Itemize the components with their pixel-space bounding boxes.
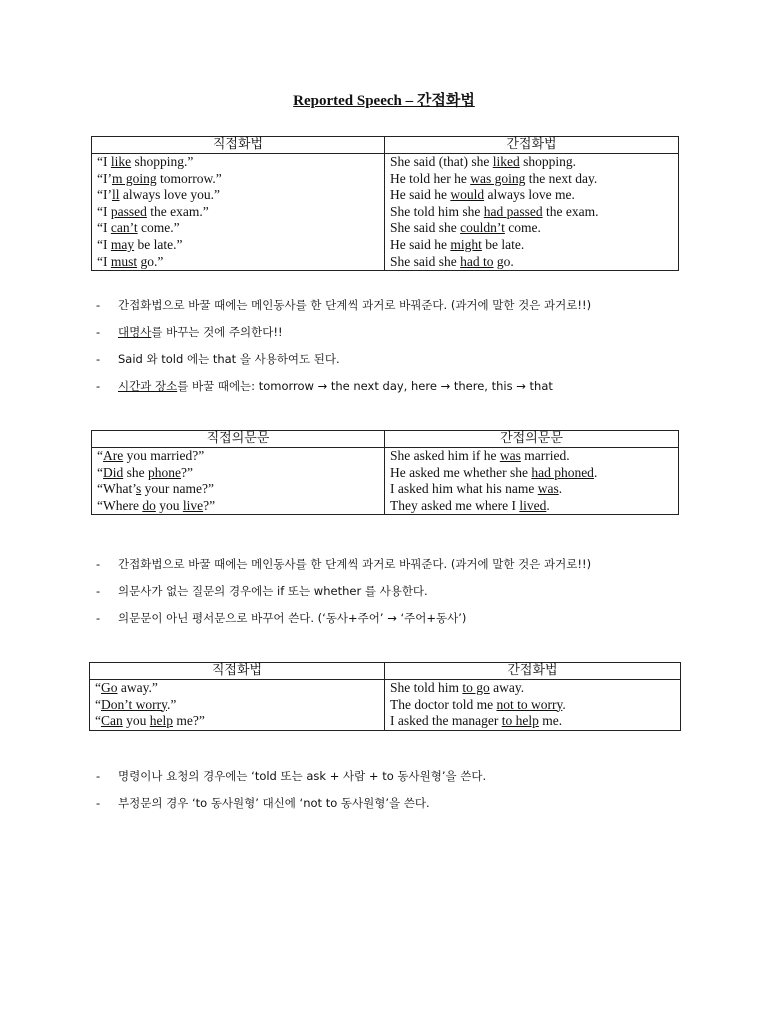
- text-segment: .”: [167, 696, 177, 712]
- text-segment: He said he: [390, 187, 451, 203]
- text-segment: 를 바꿀 때에는: tomorrow → the next day, here → there, this → that: [177, 379, 553, 393]
- underlined-word: live: [182, 497, 204, 513]
- bullet-dash: -: [96, 584, 101, 598]
- text-segment: 부정문의 경우 ‘to 동사원형’ 대신에 ‘not to 동사원형’을 쓴다.: [118, 796, 430, 810]
- underlined-word: had to: [460, 253, 494, 269]
- text-segment: be late.”: [134, 236, 183, 252]
- underlined-word: may: [110, 236, 135, 252]
- underlined-word: ll: [111, 187, 120, 203]
- underlined-word: passed: [110, 203, 147, 219]
- notes-list-2: [96, 556, 591, 637]
- indirect-speech-cell: [385, 171, 679, 188]
- underlined-word: 시간과 장소: [118, 379, 178, 393]
- underlined-word: Don’t worry: [101, 696, 167, 712]
- text-segment: always love you.”: [119, 187, 220, 203]
- indirect-speech-cell: [385, 254, 679, 271]
- reported-speech-table: [91, 136, 679, 271]
- table-header-row: [92, 137, 679, 154]
- text-segment: “: [97, 448, 103, 463]
- text-segment: “: [97, 464, 103, 480]
- bullet-dash: -: [96, 325, 101, 339]
- text-segment: He told her he: [390, 170, 471, 186]
- underlined-word: Can: [101, 713, 123, 729]
- text-segment: “: [95, 696, 101, 712]
- text-segment: ?”: [181, 464, 193, 480]
- underlined-word: couldn’t: [460, 220, 505, 236]
- text-segment: away.: [489, 680, 525, 695]
- indirect-speech-cell: [385, 448, 679, 465]
- text-segment: “I’: [97, 187, 112, 203]
- text-segment: “What’: [97, 481, 136, 497]
- note-item: [96, 795, 486, 822]
- underlined-word: 대명사: [118, 325, 152, 339]
- text-segment: “: [95, 713, 101, 729]
- table-row: [92, 171, 679, 188]
- bullet-dash: -: [96, 352, 101, 366]
- direct-speech-cell: [92, 171, 385, 188]
- indirect-header: 간접의문문: [385, 431, 679, 448]
- direct-header: 직접화법: [92, 137, 385, 154]
- table-row: [90, 713, 681, 730]
- indirect-header: 간접화법: [385, 663, 681, 680]
- indirect-speech-cell: [385, 187, 679, 204]
- text-segment: 간접화법으로 바꿀 때에는 메인동사를 한 단계씩 과거로 바꿔준다. (과거에 말한 것은 과거로!!): [118, 298, 592, 312]
- table-row: [90, 680, 681, 697]
- text-segment: .: [546, 497, 550, 513]
- text-segment: She said she: [390, 253, 461, 269]
- text-segment: away.”: [117, 680, 158, 695]
- table-row: [92, 465, 679, 482]
- underlined-word: was: [499, 448, 521, 463]
- underlined-word: must: [110, 253, 138, 269]
- note-item: [96, 610, 591, 637]
- underlined-word: m going: [111, 170, 157, 186]
- direct-header: 직접의문문: [92, 431, 385, 448]
- underlined-word: help: [149, 713, 173, 729]
- notes-list-1: [96, 297, 591, 405]
- direct-speech-cell: [92, 498, 385, 515]
- text-segment: “I: [97, 253, 111, 269]
- text-segment: She told him: [390, 680, 463, 695]
- text-segment: your name?”: [141, 481, 214, 497]
- indirect-header: 간접화법: [385, 137, 679, 154]
- table-row: [92, 254, 679, 271]
- indirect-speech-cell: [385, 154, 679, 171]
- underlined-word: phone: [148, 464, 181, 480]
- text-segment: “: [95, 680, 101, 695]
- underlined-word: liked: [492, 154, 520, 169]
- text-segment: shopping.: [519, 154, 576, 169]
- direct-header: 직접화법: [90, 663, 385, 680]
- reported-commands-table: [89, 662, 681, 731]
- underlined-word: was: [537, 481, 559, 497]
- indirect-speech-cell: [385, 680, 681, 697]
- text-segment: “I: [97, 236, 111, 252]
- table-row: [92, 448, 679, 465]
- underlined-word: might: [450, 236, 482, 252]
- note-item: [96, 378, 591, 405]
- page-title: Reported Speech – 간접화법: [293, 93, 475, 109]
- direct-speech-cell: [92, 481, 385, 498]
- text-segment: me?”: [173, 713, 205, 729]
- text-segment: come.: [504, 220, 541, 236]
- indirect-speech-cell: [385, 237, 679, 254]
- text-segment: “Where: [97, 497, 143, 513]
- text-segment: you married?”: [123, 448, 205, 463]
- indirect-speech-cell: [385, 465, 679, 482]
- text-segment: come.”: [137, 220, 180, 236]
- text-segment: They asked me where I: [390, 497, 520, 513]
- indirect-speech-cell: [385, 498, 679, 515]
- direct-speech-cell: [92, 237, 385, 254]
- text-segment: 의문사가 없는 질문의 경우에는 if 또는 whether 를 사용한다.: [118, 584, 428, 598]
- text-segment: I asked him what his name: [390, 481, 538, 497]
- text-segment: 의문문이 아닌 평서문으로 바꾸어 쓴다. (‘동사+주어’ → ‘주어+동사’): [118, 611, 467, 625]
- text-segment: 를 바꾸는 것에 주의한다!!: [151, 325, 283, 339]
- text-segment: you: [122, 713, 150, 729]
- table-row: [92, 187, 679, 204]
- underlined-word: had passed: [483, 203, 543, 219]
- text-segment: always love me.: [484, 187, 575, 203]
- direct-speech-cell: [92, 204, 385, 221]
- reported-questions-table: [91, 430, 679, 515]
- underlined-word: Did: [103, 464, 124, 480]
- table-header-row: [90, 663, 681, 680]
- text-segment: she: [123, 464, 148, 480]
- underlined-word: to go: [462, 680, 490, 695]
- underlined-word: to help: [501, 713, 539, 729]
- note-item: [96, 556, 591, 583]
- underlined-word: Are: [103, 448, 124, 463]
- underlined-word: like: [110, 154, 132, 169]
- underlined-word: not to worry: [496, 696, 563, 712]
- text-segment: ?”: [203, 497, 216, 513]
- direct-speech-cell: [92, 220, 385, 237]
- text-segment: the exam.: [542, 203, 599, 219]
- direct-speech-cell: [90, 680, 385, 697]
- indirect-speech-cell: [385, 697, 681, 714]
- note-item: [96, 768, 486, 795]
- direct-speech-cell: [92, 187, 385, 204]
- notes-list-3: [96, 768, 486, 822]
- bullet-dash: -: [96, 611, 101, 625]
- bullet-dash: -: [96, 769, 101, 783]
- note-item: [96, 297, 591, 324]
- text-segment: He asked me whether she: [390, 464, 532, 480]
- text-segment: shopping.”: [131, 154, 194, 169]
- table-row: [92, 237, 679, 254]
- table-row: [90, 697, 681, 714]
- table-row: [92, 481, 679, 498]
- text-segment: be late.: [481, 236, 525, 252]
- text-segment: “I’: [97, 170, 112, 186]
- text-segment: 명령이나 요청의 경우에는 ‘told 또는 ask + 사람 + to 동사원형’을 쓴다.: [118, 769, 487, 783]
- table-row: [92, 498, 679, 515]
- text-segment: the exam.”: [146, 203, 209, 219]
- text-segment: go.”: [137, 253, 164, 269]
- text-segment: me.: [538, 713, 563, 729]
- text-segment: the next day.: [525, 170, 598, 186]
- text-segment: go.: [493, 253, 514, 269]
- table-row: [92, 204, 679, 221]
- text-segment: Said 와 told 에는 that 을 사용하여도 된다.: [118, 352, 340, 366]
- text-segment: The doctor told me: [390, 696, 497, 712]
- text-segment: you: [155, 497, 183, 513]
- text-segment: .: [593, 464, 598, 480]
- indirect-speech-cell: [385, 220, 679, 237]
- table-row: [92, 154, 679, 171]
- direct-speech-cell: [92, 465, 385, 482]
- text-segment: “I: [97, 154, 111, 169]
- note-item: [96, 324, 591, 351]
- underlined-word: was going: [470, 170, 526, 186]
- text-segment: “I: [97, 220, 111, 236]
- underlined-word: s: [135, 481, 142, 497]
- text-segment: She told him she: [390, 203, 484, 219]
- underlined-word: can’t: [110, 220, 138, 236]
- bullet-dash: -: [96, 298, 101, 312]
- text-segment: He said he: [390, 236, 451, 252]
- text-segment: 간접화법으로 바꿀 때에는 메인동사를 한 단계씩 과거로 바꿔준다. (과거에 말한 것은 과거로!!): [118, 557, 592, 571]
- underlined-word: had phoned: [531, 464, 594, 480]
- direct-speech-cell: [90, 713, 385, 730]
- text-segment: .: [558, 481, 563, 497]
- direct-speech-cell: [90, 697, 385, 714]
- table-row: [92, 220, 679, 237]
- direct-speech-cell: [92, 254, 385, 271]
- direct-speech-cell: [92, 154, 385, 171]
- underlined-word: lived: [519, 497, 547, 513]
- bullet-dash: -: [96, 379, 101, 393]
- indirect-speech-cell: [385, 481, 679, 498]
- direct-speech-cell: [92, 448, 385, 465]
- text-segment: She said she: [390, 220, 461, 236]
- underlined-word: Go: [101, 680, 118, 695]
- text-segment: tomorrow.”: [156, 170, 222, 186]
- text-segment: “I: [97, 203, 111, 219]
- bullet-dash: -: [96, 557, 101, 571]
- text-segment: married.: [520, 448, 570, 463]
- underlined-word: would: [450, 187, 485, 203]
- note-item: [96, 583, 591, 610]
- indirect-speech-cell: [385, 204, 679, 221]
- text-segment: I asked the manager: [390, 713, 502, 729]
- underlined-word: do: [142, 497, 156, 513]
- text-segment: She asked him if he: [390, 448, 500, 463]
- indirect-speech-cell: [385, 713, 681, 730]
- table-header-row: [92, 431, 679, 448]
- bullet-dash: -: [96, 796, 101, 810]
- text-segment: .: [562, 696, 566, 712]
- text-segment: She said (that) she: [390, 154, 493, 169]
- note-item: [96, 351, 591, 378]
